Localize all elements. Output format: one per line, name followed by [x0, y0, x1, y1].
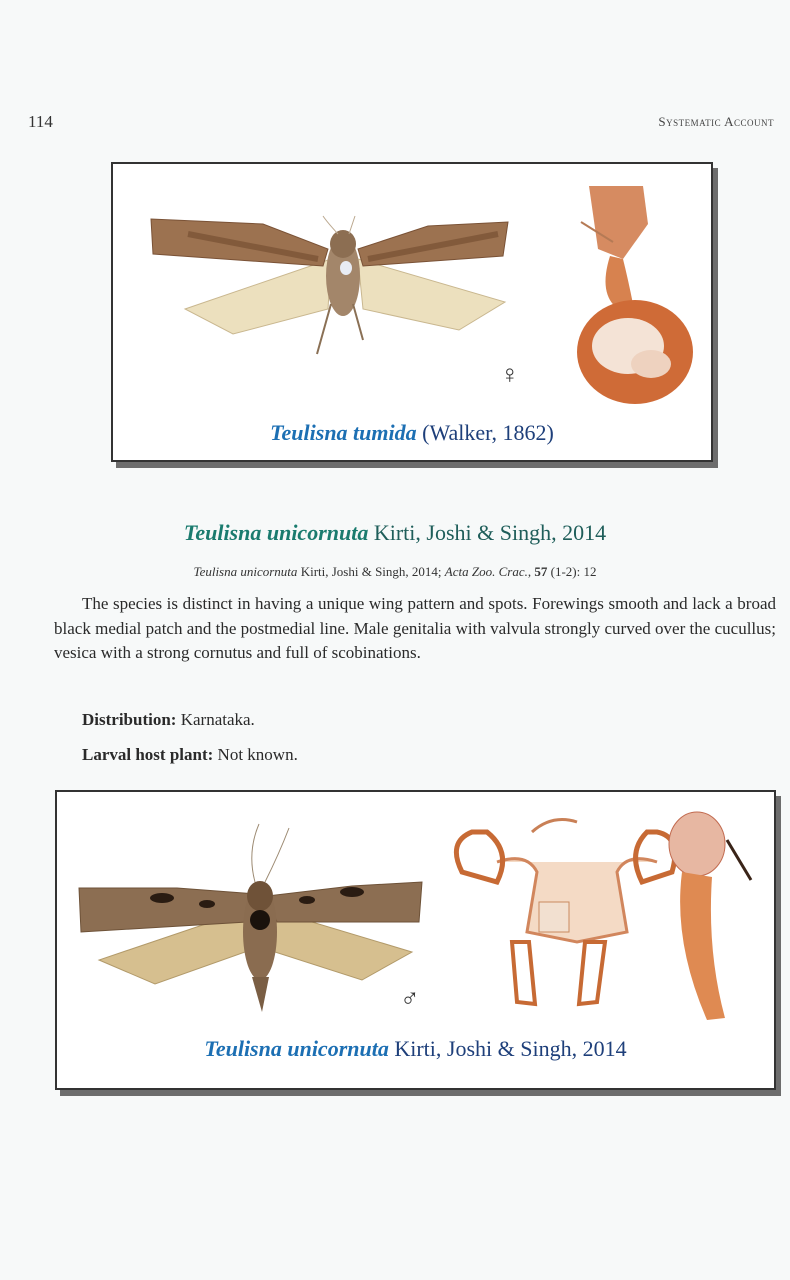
- male-symbol: ♂: [400, 984, 420, 1013]
- citation-author: Kirti, Joshi & Singh, 2014;: [297, 564, 445, 579]
- plate-1-species-name: Teulisna tumida: [270, 420, 417, 445]
- plate-2-author: Kirti, Joshi & Singh, 2014: [388, 1036, 627, 1061]
- page-number: 114: [28, 112, 53, 131]
- citation-journal: Acta Zoo. Crac.: [444, 564, 528, 579]
- plate-teulisna-unicornuta: [55, 790, 776, 1090]
- distribution-label: Distribution:: [82, 710, 177, 729]
- genitalia-specimen-female: [577, 186, 693, 404]
- host-plant-value: Not known.: [213, 745, 298, 764]
- species-author: Kirti, Joshi & Singh, 2014: [368, 520, 607, 545]
- citation-name: Teulisna unicornuta: [193, 564, 298, 579]
- citation-separator: ,: [527, 564, 535, 579]
- moth-specimen-unicornuta: [79, 824, 422, 1012]
- host-plant-label: Larval host plant:: [82, 745, 214, 764]
- species-name: Teulisna unicornuta: [183, 520, 369, 545]
- species-heading: [0, 520, 790, 546]
- species-citation: [0, 564, 790, 580]
- moth-specimen-tumida: [151, 216, 508, 354]
- host-plant-line: [82, 745, 298, 765]
- citation-pages: (1-2): 12: [547, 564, 597, 579]
- species-description: The species is distinct in having a unique wing pattern and spots. Forewings smooth and lack a broad black medial patch and the postmedial line. Male genitalia with valvula strongly curved over the cucullus; vesica with a strong cornutus and full of scobinations.: [54, 594, 776, 662]
- plate-1-caption: [113, 420, 711, 446]
- distribution-line: [82, 710, 255, 730]
- plate-teulisna-tumida: [111, 162, 713, 462]
- plate-1-author: (Walker, 1862): [416, 420, 554, 445]
- distribution-value: Karnataka.: [176, 710, 255, 729]
- plate-1-images: [113, 164, 711, 460]
- plate-2-species-name: Teulisna unicornuta: [204, 1036, 389, 1061]
- running-head: Systematic Account: [658, 114, 774, 129]
- female-symbol: ♀: [500, 360, 520, 389]
- genitalia-specimen-male: [456, 820, 674, 1004]
- citation-volume: 57: [534, 564, 548, 579]
- aedeagus-specimen-male: [669, 812, 751, 1020]
- plate-2-caption: [57, 1036, 774, 1062]
